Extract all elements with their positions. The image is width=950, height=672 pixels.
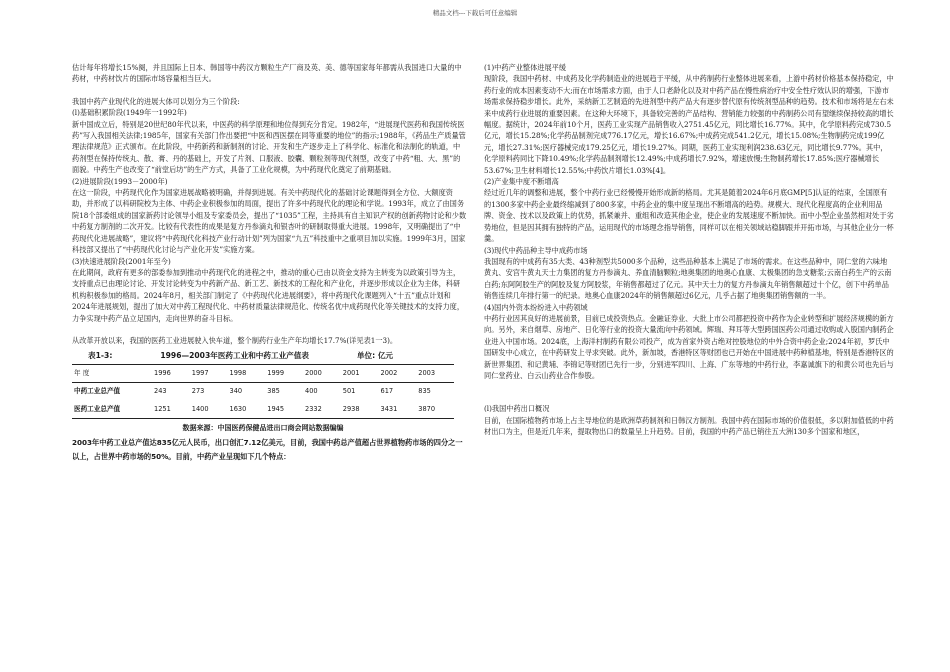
table-cell: 3431 — [380, 404, 398, 413]
table-cell: 3870 — [418, 404, 436, 413]
exports-title: (l)我国中药出口概况 — [484, 404, 550, 414]
intro-paragraph: 估计每年将增长15%阕，并且国际上日本、韩国等中药汉方颗粒生产厂商及英、美、德等国家每年都需从我国进口大量的中药材，中药材饮片的国际市场容量相当巨大。 — [72, 63, 462, 84]
year-cell: 2000 — [305, 368, 322, 377]
table-header-row — [72, 364, 454, 382]
growth-paragraph: 从改革开放以来，我国的医药工业进展驶入快车道，整个制药行业生产年均增长17.7%(详见表1一3)。 — [72, 335, 398, 345]
summary-paragraph: 2003年中药工业总产值达835亿元人民币，出口创汇7.12亿美元，目前，我国中药总产值超占世界植物药市场的四分之一以上，占世界中药市场的50%。目前，中药产业呈现如下几个特点： — [72, 438, 463, 462]
table-unit: 单位: 亿元 — [356, 351, 394, 361]
stage3-title: (3)快速进展阶段(2001年至今) — [72, 256, 171, 266]
left-column — [72, 62, 467, 472]
table-cell: 617 — [380, 387, 394, 396]
output-table — [72, 364, 454, 419]
table-cell: 340 — [229, 387, 243, 396]
row-label: 医药工业总产值 — [74, 404, 121, 413]
table-cell: 2938 — [342, 404, 360, 413]
table-number: 表1-3: — [88, 351, 113, 361]
section-text: 现阶段，我国中药材、中成药及化学药制造业的进展趋于平缓，从中药制药行业整体进展来看，上游中药材价格基本保持稳定，中药行业的成本因素变动不大;而在市场需求方面，由于人口老龄化以及对中药产品在慢性病治疗中安全性疗效认识的增强，下游市场需求保持稳步增长。此外，采纳新工艺制造的先进剂型中药产品大有逐步替代原有传统剂型品种的趋势。技术和市场将是左右未来中成药行业进展的重要因素。在这种大环境下，具备较完善的产品结构、营销能力较强的中药制药公司有望继续保持较高的增长幅度。据统计，2024年前10个月，医药工业实现产品销售收入2751.45亿元，同比增长16.77%。其中，化学原料药完成730.5亿元，增长15.28%;化学药品制剂完成776.17亿元，增长16.67%;中成药完成541.2亿元，增长15.08%;生物制药完成199亿元，增长27.31%;医疗器械完成179.25亿元，增长19.27%。同期，医药工业实现利润238.63亿元，同比增长9.77%。其中，化学原料药同比下降10.49%;化学药品制剂增长12.49%;中成药增长7.92%，增速放慢;生物制药增长17.85%;医疗器械增长53.67%;卫生材料增长12.55%;中药饮片增长1.03%[4]。 — [484, 74, 894, 175]
table-caption: 1996—2003年医药工业和中药工业产值表 — [160, 351, 309, 361]
section-title: (1)中药产业整体进展平缓 — [484, 63, 567, 72]
year-cell: 2002 — [380, 368, 398, 377]
year-cell: 1997 — [191, 368, 209, 377]
section-text: 经过近几年的调整和进展，整个中药行业已经慢慢开始形成新的格局。尤其是随着2024年6月底GMP[5]认证的结束，全国原有的1300多家中药企业最终缩减到了800多家，中药企业的集中度呈现出不断增高的趋势。规模大、现代化程度高的企业利用品牌、资金、技术以及政策上的优势，抓紧兼并、重组和改造其他企业，使企业的发展速度不断加快。而中小型企业虽然相对处于劣势地位，但是因其拥有独特的产品，运用现代的市场理念指导销售，同样可以在相关领域站稳脚跟并开拓市场，与其他企业分一杯羹。 — [484, 188, 894, 244]
output-table-block — [72, 350, 467, 434]
table-row — [72, 401, 454, 419]
table-cell: 1945 — [267, 404, 285, 413]
stage1-title: (l)基础积累阶段(1949年一1992年) — [72, 108, 187, 118]
year-header: 年 度 — [74, 368, 90, 377]
table-cell: 1630 — [229, 404, 247, 413]
section-title: (4)国内外资本纷纷进入中药领域 — [484, 302, 588, 312]
stage1-text: 新中国成立后，特别是20世纪80年代以来，中医药的科学原理和地位得到充分肯定。1982年，“进展现代医药和我国传统医药”写入我国相关法律;1985年，国家有关部门作出要把“中医和西医摆在同等重要的地位”的指示;1988年，《药品生产质量管理法律规范》正式颁布。在此阶段，中药新药和新制剂的讨论、开发和生产逐步走上了科学化、标准化和法制化的轨道，中药剂型在保持传统丸、散、膏、丹的基础上，开发了片剂、口服液、胶囊、颗粒剂等现代剂型，改变了中药“粗、大、黑”的面貌。中药生产也改变了“前堂后坊”的生产方式，具备了工业化规模，为中药现代化奠定了前期基础。 — [72, 119, 466, 175]
row-label: 中药工业总产值 — [74, 387, 121, 396]
year-cell: 2001 — [342, 368, 360, 377]
section-title: (2)产业集中度不断增高 — [484, 177, 559, 187]
year-cell: 1998 — [229, 368, 247, 377]
stages-heading: 我国中药产业现代化的进展大体可以划分为三个阶段: — [72, 96, 240, 106]
right-column — [484, 62, 894, 438]
page-header: 精品文档---下载后可任意编辑 — [432, 9, 518, 17]
table-cell: 835 — [418, 387, 431, 396]
table-source: 数据来源：中国医药保健品进出口商会网站数据编编 — [182, 423, 344, 432]
year-cell: 1999 — [267, 368, 285, 377]
table-cell: 243 — [154, 387, 167, 396]
year-cell: 2003 — [418, 368, 436, 377]
table-row — [72, 383, 454, 401]
section-text: 我国现有的中成药有35大类、43种剂型共5000多个品种，这些品种基本上满足了市场的需求。在这些品种中，同仁堂的六味地黄丸、安宫牛黄丸天士力集团的复方丹参滴丸、养血清脑颗粒;地奥集团的地奥心血康、太极集团的急支糖浆;云南白药生产的云南白药;东阿阿胶生产的阿胶及复方阿胶浆，年销售都超过了亿元。其中天士力的复方丹参滴丸年销售额超过十个亿，创下中药单品销售连续几年排行第一的纪录。地奥心血康2024年的销售额超过6亿元，几乎占据了地奥集团销售额的一半。 — [484, 256, 892, 301]
table-cell: 1400 — [191, 404, 209, 413]
table-title — [72, 350, 467, 361]
exports-text: 目前，在国际植物药市场上占主导地位的是欧洲草药制剂和日韩汉方制剂。我国中药在国际市场的价值很低，多以附加值低的中药材出口为主，但是近几年来，提取物出口的数量呈上升趋势。目前，我国的中药产品已销往五大洲130多个国家和地区， — [484, 415, 894, 437]
table-cell: 385 — [267, 387, 280, 396]
stage2-title: (2)进展阶段(1993－2000年) — [72, 176, 168, 186]
table-cell: 400 — [305, 387, 318, 396]
table-cell: 1251 — [154, 404, 171, 413]
stage3-text: 在此期间，政府有更多的部委参加到推动中药现代化的进程之中，推动的重心已由以资金支持为主转变为以政策引导为主，支持重点已由理论讨论、开发讨论转变为中药新产品、新工艺、新技术的工程化和产业化，并逐步形成以企业为主体，科研机构积极参加的格局。2024年8月，相关部门制定了《中药现代化进展纲要》，将中药现代化课题列入“十五”重点计划和2024年进展规划，提出了加大对中药工程现代化、中药材质量法律规范化、传统名优中成药现代化等关键技术的支持力度，力争实现中药产品立足国内，走向世界的奋斗目标。 — [72, 267, 465, 323]
section-title: (3)现代中药品种主导中成药市场 — [484, 245, 588, 255]
section-text: 中药行业因其良好的进展前景，目前已成投资热点。金融证券业、大批上市公司都把投资中药作为企业转型和扩展经济规模的新方向。另外，来自烟草、房地产、日化等行业的投资大量流向中药领域。辉瑞、拜耳等大型跨国医药公司通过收购或入股国内制药企业进入中国市场。2024底，上海洋村制药有限公司投产，成为首家外资占绝对控股地位的中外合资中药企业;2024年初，罗氏中国研发中心成立，在中药研发上寻求突破。此外，新加坡，香港特区等财团也已开始在中国进展中药种植基地，特别是香港特区的新世界集团、和记黄埔、李锦记等财团已先行一步，分别进军四川、上海、广东等地的中药行业，李嘉诚旗下的和黄公司也先后与同仁堂药业、白云山药业合作参股。 — [484, 313, 894, 380]
year-cell: 1996 — [154, 368, 171, 377]
table-cell: 2332 — [305, 404, 322, 413]
table-cell: 501 — [342, 387, 356, 396]
stage2-text: 在这一阶段，中药现代化作为国家进展战略被明确，并得到进展。有关中药现代化的基础讨论课题得到全方位、大额度资助，并形成了以科研院校为主体、中药企业积极参加的局面，提出了许多中药现代化的理论和学说。1993年，成立了由国务院18个部委组成的国家新药讨论领导小组及专家委员会，提出了“1035”工程，主持具有自主知识产权的创新药物讨论和少数中药复方制剂的二次开发。比较有代表性的成果是复方丹参滴丸和银杏叶的研制取得重大进展。1998年，又明确提出了“中药现代化进展战略”，建议将“中药现代化科技产业行动计划”列为国家“九五”科技重中之重项目加以实施。1999年3月，国家科技部又提出了“中药现代化讨论与产业化开发”实施方案。 — [72, 188, 467, 255]
table-cell: 273 — [191, 387, 205, 396]
